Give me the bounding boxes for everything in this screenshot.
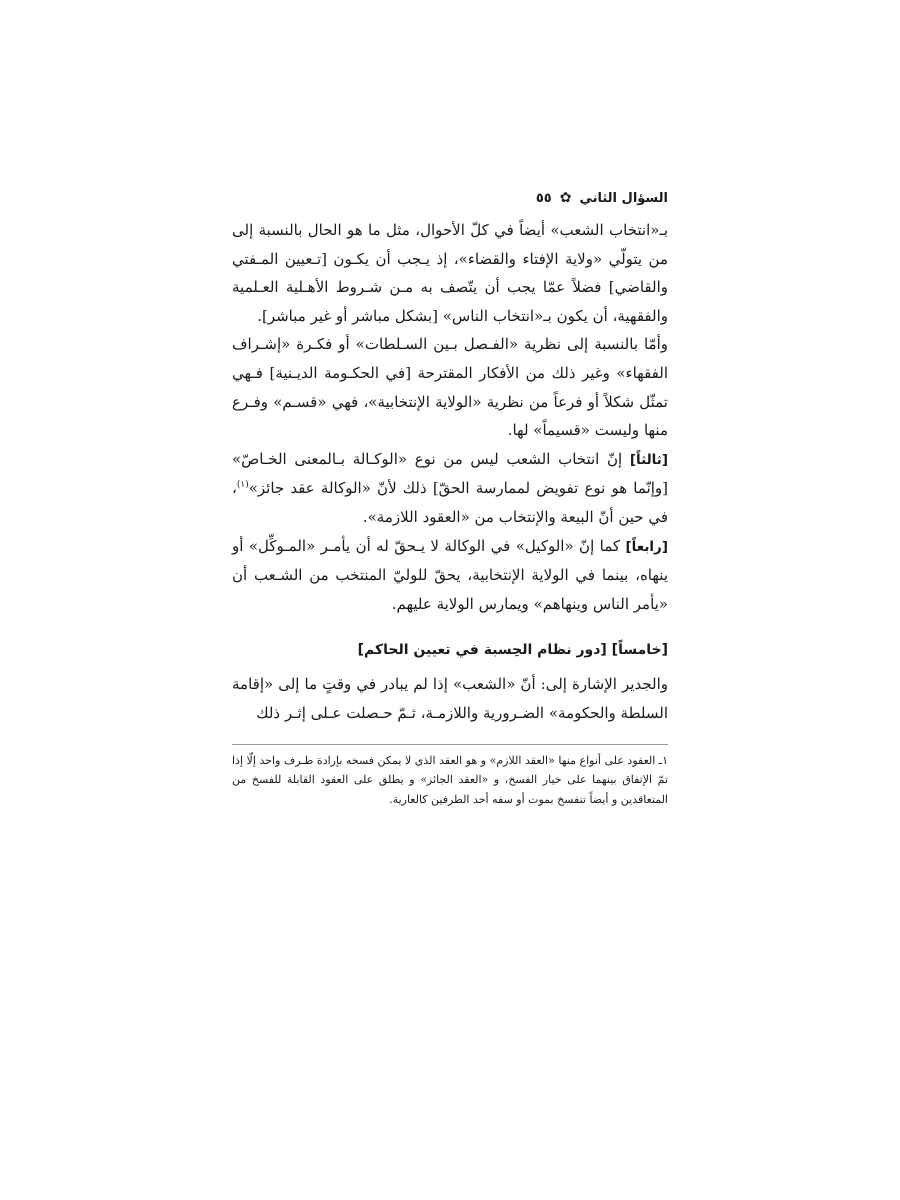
footnote-reference[interactable]: (١) bbox=[236, 480, 249, 491]
flower-ornament-icon: ✿ bbox=[559, 190, 572, 206]
running-header bbox=[232, 180, 668, 216]
paragraph-3-text-end: ، في حين أنّ البيعة والإنتخاب من «العقود اللازمة». bbox=[232, 479, 668, 526]
page-number: ٥٥ bbox=[535, 190, 552, 206]
footnote-divider bbox=[232, 744, 668, 745]
footnote: ١ـ العقود على أنواع منها «العقد اللازم» و هو العقد الذي لا يمكن فسخه بإرادة طـرف واحد إلّا إذا تمّ الإتفاق بينهما على خيار الفسخ، و «العقد الجائز» و يطلق على العقود القابلة للفسخ من المتعاقدين و أيضاً تنفسخ بموت أو سفه أحد الطرفين كالعارية. bbox=[232, 753, 668, 806]
paragraph-3-text: إنّ انتخاب الشعب ليس من نوع «الوكـالة بـالمعنى الخـاصّ» [وإنّما هو نوع تفويض لممارسة الحقّ] ذلك لأنّ «الوكالة عقد جائز» bbox=[232, 449, 668, 498]
running-title: السؤال الثاني bbox=[579, 190, 668, 206]
paragraph-4-text: كما إنّ «الوكيل» في الوكالة لا يـحقّ له أن يأمـر «المـوكِّل» أو ينهاه، بينما في الولاية الإنتخابية، يحقّ للوليّ المنتخب من الشـعب أن «يأمر الناس وينهاهم» ويمارس الولاية عليهم. bbox=[232, 536, 668, 613]
page-content bbox=[232, 180, 668, 809]
paragraph-3-lead: [ثالثاً] bbox=[629, 451, 668, 468]
section-heading: [خامساً] [دور نظام الحِسبة في تعيين الحاكم] bbox=[357, 642, 668, 659]
paragraph-4-lead: [رابعاً] bbox=[625, 538, 668, 555]
paragraph-2: وأمّا بالنسبة إلى نظرية «الفـصل بـين السـلطات» أو فكـرة «إشـراف الفقهاء» وغير ذلك من الأفكار المقترحة [في الحكـومة الديـنية] فـهي تمثّل شكلاً أو فرعاً من نظرية «الولاية الإنتخابية»، فهي «قسـم» وفـرع منها وليست «قسيماً» لها. bbox=[232, 335, 668, 440]
paragraph-1: بـ«انتخاب الشعب» أيضاً في كلّ الأحوال، مثل ما هو الحال بالنسبة إلى من يتولّي «ولاية الإفتاء والقضاء»، إذ يـجب أن يكـون [تـعيين المـفتي والقاضي] فضلاً عمّا يجب أن يتّصف به مـن شـروط الأهـلية العـلمية والفقهية، أن يكون بـ«انتخاب الناس» [بشكل مباشر أو غير مباشر]. bbox=[232, 221, 668, 325]
paragraph-5: والجدير الإشارة إلى: أنّ «الشعب» إذا لم يبادر في وقتٍ ما إلى «إقامة السلطة والحكومة» الضـرورية واللازمـة، ثـمّ حـصلت عـلى إثـر ذلك bbox=[232, 675, 668, 722]
paragraph-3 bbox=[232, 445, 668, 532]
paragraph-4 bbox=[232, 532, 668, 619]
